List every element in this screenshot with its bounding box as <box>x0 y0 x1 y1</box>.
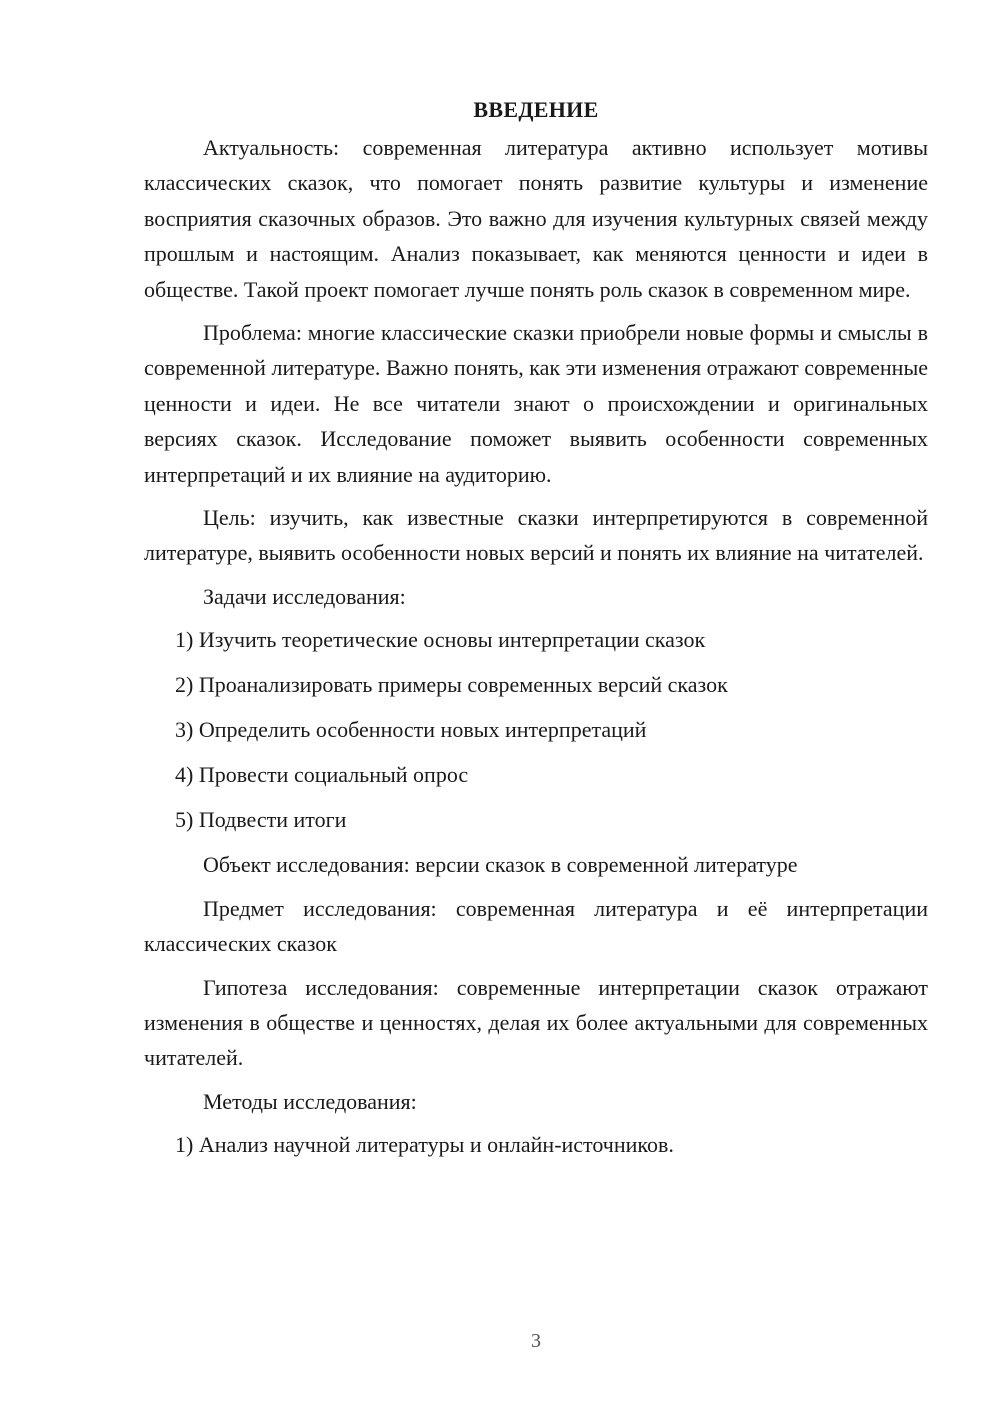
paragraph-subject: Предмет исследования: современная литература и её интерпретации классических сказок <box>144 895 928 957</box>
list-item-task-2: 2) Проанализировать примеры современных версий сказок <box>175 672 728 698</box>
tasks-heading: Задачи исследования: <box>203 583 406 609</box>
list-item-task-5: 5) Подвести итоги <box>175 807 347 833</box>
list-item-task-3: 3) Определить особенности новых интерпретаций <box>175 717 647 743</box>
document-page <box>144 92 928 1172</box>
paragraph-goal: Цель: изучить, как известные сказки интерпретируются в современной литературе, выявить особенности новых версий и понять их влияние на читателей. <box>144 505 928 566</box>
section-title: ВВЕДЕНИЕ <box>473 97 599 122</box>
tasks-list <box>144 622 928 837</box>
paragraph-relevance: Актуальность: современная литература активно использует мотивы классических сказок, что помогает понять развитие культуры и изменение восприятия сказочных образов. Это важно для изучения культурных связей между прошлым и настоящим. Анализ показывает, как меняются ценности и идеи в обществе. Такой проект помогает лучше понять роль сказок в современном мире. <box>144 135 928 302</box>
paragraph-object: Объект исследования: версии сказок в современной литературе <box>203 852 798 878</box>
methods-list <box>144 1127 928 1162</box>
paragraph-hypothesis: Гипотеза исследования: современные интерпретации сказок отражают изменения в обществе и ценностях, делая их более актуальными для современных читателей. <box>144 974 928 1071</box>
page-number: 3 <box>531 1330 541 1352</box>
list-item-method-1: 1) Анализ научной литературы и онлайн-источников. <box>175 1132 674 1158</box>
paragraph-problem: Проблема: многие классические сказки приобрели новые формы и смыслы в современной литературе. Важно понять, как эти изменения отражают современные ценности и идеи. Не все читатели знают о происхождении и оригинальных версиях сказок. Исследование поможет выявить особенности современных интерпретаций и их влияние на аудиторию. <box>144 320 928 487</box>
list-item-task-4: 4) Провести социальный опрос <box>175 762 469 788</box>
methods-heading: Методы исследования: <box>203 1088 417 1114</box>
list-item-task-1: 1) Изучить теоретические основы интерпретации сказок <box>175 627 706 653</box>
